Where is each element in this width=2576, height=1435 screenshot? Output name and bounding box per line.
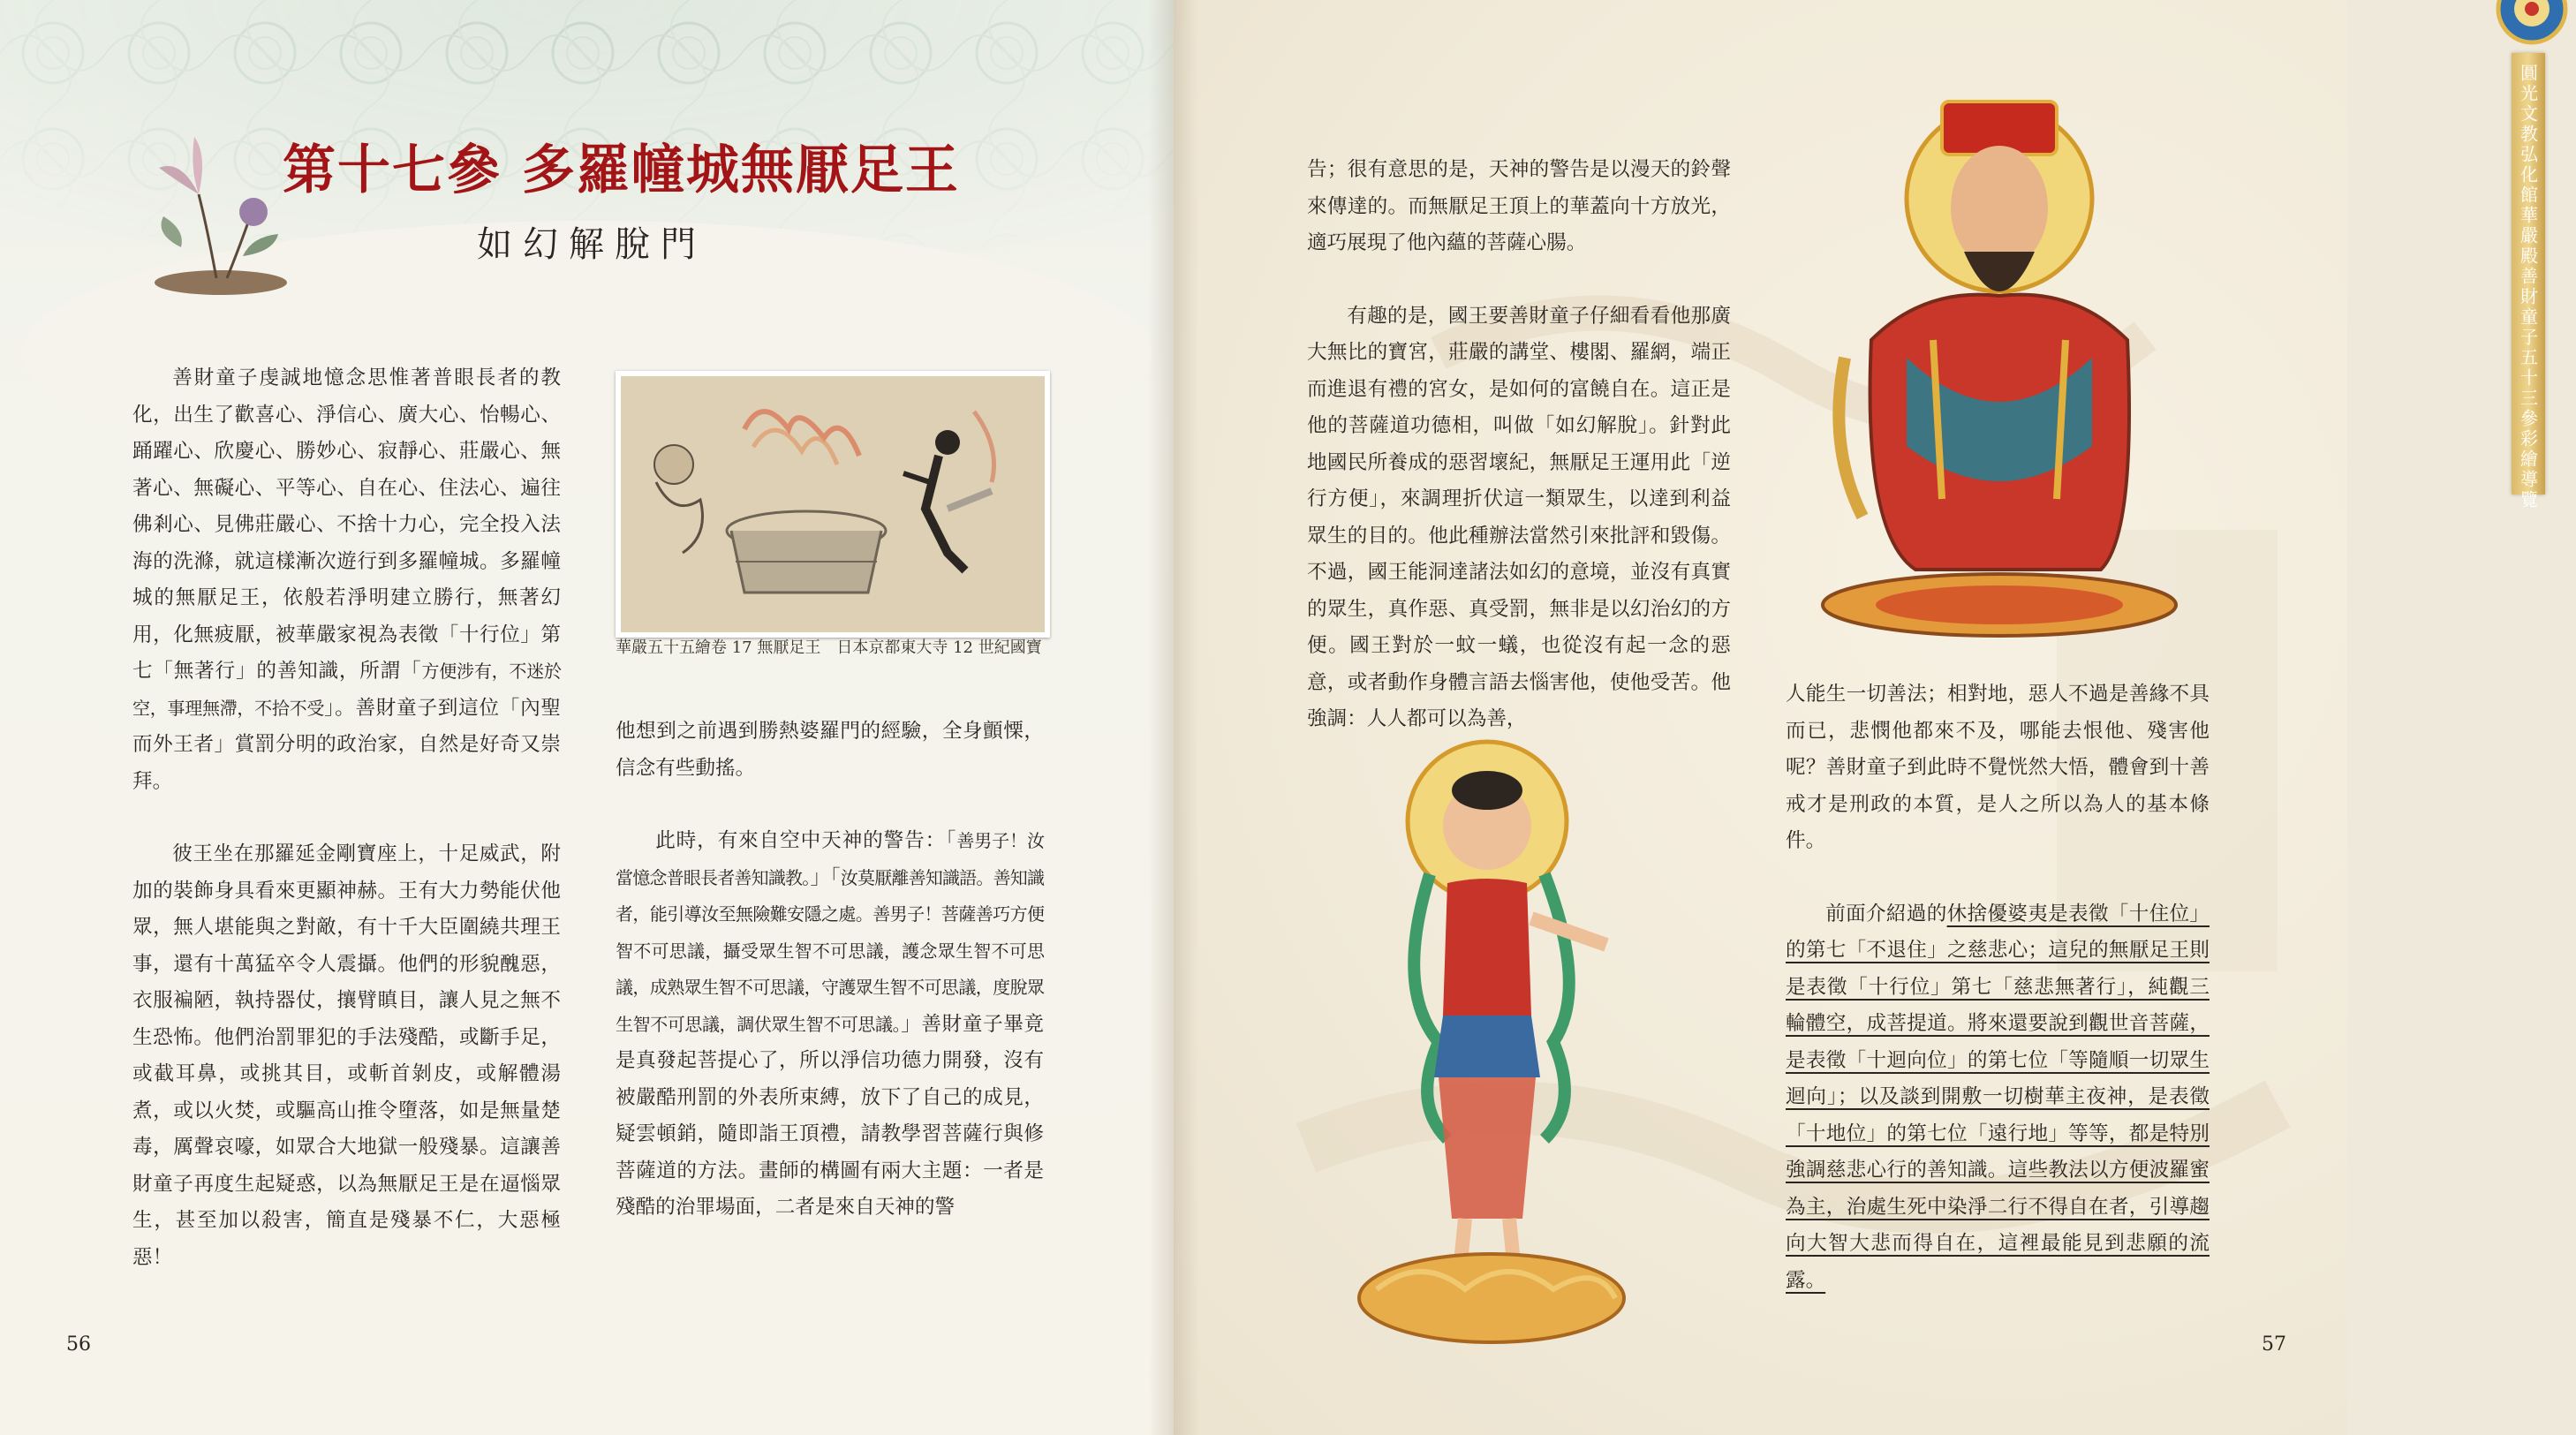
image-caption: 華嚴五十五繪卷 17 無厭足王 日本京都東大寺 12 世紀國寶 [616, 638, 1042, 657]
quote-text: 善男子！汝當憶念普眼長者善知識教。 [616, 830, 1044, 888]
book-gutter-shadow [1148, 0, 1199, 1435]
right-column-2 [1786, 676, 2210, 1299]
left-column-1 [132, 360, 561, 1276]
paragraph: 彼王坐在那羅延金剛寶座上，十足威武，附加的裝飾身具看來更顯神赫。王有大力勢能伏他眾，無人堪能與之對敵，有十千大臣圍繞共理王事，還有十萬猛卒令人震攝。他們的形貌醜惡，衣服褊陋，執持器仗，攘臂瞋目，讓人見之無不生恐怖。他們治罰罪犯的手法殘酷，或斷手足，或截耳鼻，或挑其目，或斬首剝皮，或解體湯煮，或以火焚，或驅高山推令墮落，如是無量楚毒，厲聲哀嚎，如眾合大地獄一般殘暴。這讓善財童子再度生起疑惑，以為無厭足王是在逼惱眾生，甚至加以殺害，簡直是殘暴不仁，大惡極惡！ [132, 842, 561, 1269]
right-column-1 [1307, 152, 1731, 738]
page-subtitle: 如幻解脫門 [477, 224, 706, 265]
king-wuyanzu-illustration [1809, 75, 2180, 640]
paragraph: 善財童子虔誠地憶念思惟著普眼長者的教化，出生了歡喜心、淨信心、廣大心、怡暢心、踊躍心、欣慶心、勝妙心、寂靜心、莊嚴心、無著心、無礙心、平等心、自在心、住法心、遍往佛剎心、見佛莊嚴心、不捨十力心，完全投入法海的洗滌，就這樣漸次遊行到多羅幢城。多羅幢城的無厭足王，依般若淨明建立勝行，無著幻用，化無疲厭，被華嚴家視為表徵「十行位」第七「無著行」的善知識，所謂「方便涉有，不迷於空，事理無滯，不拾不受」。善財童子到這位「內聖而外王者」賞罰分明的政治家，自然是好奇又崇拜。 [132, 366, 562, 793]
quote-text: 汝莫厭離善知識語。善知識者，能引導汝至無險難安隱之處。善男子！菩薩善巧方便智不可思議，攝受眾生智不可思議，護念眾生智不可思議，成熟眾生智不可思議，守護眾生智不可思議，度脫眾生智不可思議，調伏眾生智不可思議。 [616, 866, 1044, 1035]
page-number: 57 [2262, 1333, 2286, 1356]
exhibition-sidebar-tab: 圓光文教弘化館華嚴殿善財童子五十三參彩繪導覽 [2512, 53, 2545, 495]
paragraph: 前面介紹過的休捨優婆夷是表徵「十住位」的第七「不退住」之慈悲心；這兒的無厭足王則是表徵「十行位」第七「慈悲無著行」，純觀三輪體空，成菩提道。將來還要說到觀世音菩薩，是表徵「十迴向位」的第七位「等隨順一切眾生迴向」；以及談到開敷一切樹華主夜神，是表徵「十地位」的第七位「遠行地」等等，都是特別強調慈悲心行的善知識。這些教法以方便波羅蜜為主，治處生死中染淨二行不得自在者，引導趨向大智大悲而得自在，這裡最能見到悲願的流露。 [1786, 902, 2210, 1292]
paragraph: 人能生一切善法；相對地，惡人不過是善緣不具而已，悲憫他都來不及，哪能去恨他、殘害他呢？善財童子到此時不覺恍然大悟，體會到十善戒才是刑政的本質，是人之所以為人的基本條件。 [1786, 683, 2210, 852]
left-page [0, 0, 1174, 1435]
right-page [1174, 0, 2539, 1435]
paragraph: 告；很有意思的是，天神的警告是以漫天的鈴聲來傳達的。而無厭足王頂上的華蓋向十方放光，適巧展現了他內蘊的菩薩心腸。 [1307, 158, 1731, 254]
underlined-text: 休捨優婆夷是表徵「十住位」的第七「不退住」之慈悲心；這兒的無厭足王則是表徵「十行位」第七「慈悲無著行」，純觀三輪體空，成菩提道。將來還要說到觀世音菩薩，是表徵「十迴向位」的第七位「等隨順一切眾生迴向」；以及談到開敷一切樹華主夜神，是表徵「十地位」的第七位「遠行地」等等，都是特別強調慈悲心行的善知識。這些教法以方便波羅蜜為主，治處生死中染淨二行不得自在者，引導趨向大智大悲而得自在，這裡最能見到悲願的流露。 [1786, 902, 2210, 1292]
page-title: 第十七參 多羅幢城無厭足王 [283, 140, 960, 201]
page-number: 56 [66, 1333, 91, 1356]
ornament-icon [2488, 0, 2576, 53]
left-column-2 [616, 714, 1044, 1227]
quote-text: 方便涉有，不迷於空，事理無滯，不拾不受 [132, 661, 562, 719]
sudhana-child-illustration [1341, 724, 1651, 1360]
scroll-painting-image [616, 371, 1050, 638]
lotus-ink-illustration [146, 132, 296, 300]
paragraph: 有趣的是，國王要善財童子仔細看看他那廣大無比的寶宮，莊嚴的講堂、樓閣、羅網，端正而進退有禮的宮女，是如何的富饒自在。這正是他的菩薩道功德相，叫做「如幻解脫」。針對此地國民所養成的惡習壞紀，無厭足王運用此「逆行方便」，來調理折伏這一類眾生，以達到利益眾生的目的。他此種辦法當然引來批評和毀傷。不過，國王能洞達諸法如幻的意境，並沒有真實的眾生，真作惡、真受罰，無非是以幻治幻的方便。國王對於一蚊一蟻，也從沒有起一念的惡意，或者動作身體言語去惱害他，使他受苦。他強調：人人都可以為善， [1307, 304, 1731, 730]
paragraph: 他想到之前遇到勝熱婆羅門的經驗，全身顫慄，信念有些動搖。 [616, 720, 1044, 780]
paragraph: 此時，有來自空中天神的警告：「善男子！汝當憶念普眼長者善知識教。」「汝莫厭離善知識語。善知識者，能引導汝至無險難安隱之處。善男子！菩薩善巧方便智不可思議，攝受眾生智不可思議，護念眾生智不可思議，成熟眾生智不可思議，守護眾生智不可思議，度脫眾生智不可思議，調伏眾生智不可思議。」善財童子畢竟是真發起菩提心了，所以淨信功德力開發，沒有被嚴酷刑罰的外表所束縛，放下了自己的成見，疑雲頓銷，隨即詣王頂禮，請教學習菩薩行與修菩薩道的方法。畫師的構圖有兩大主題：一者是殘酷的治罪場面，二者是來自天神的警 [616, 829, 1045, 1219]
